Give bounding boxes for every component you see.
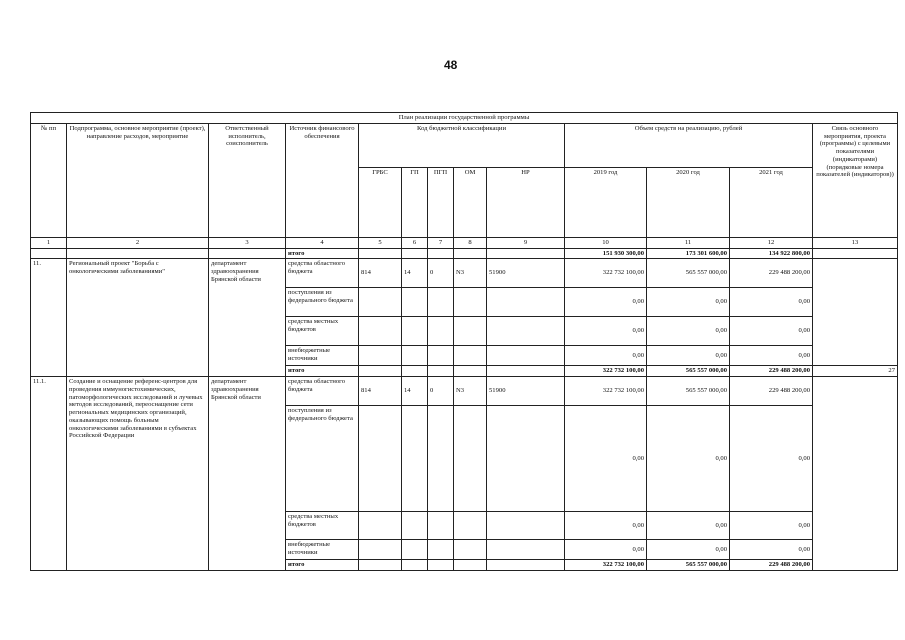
page-number: 48 — [444, 58, 458, 72]
value-2019: 0,00 — [565, 406, 647, 512]
row-num: 11. — [31, 259, 67, 377]
value-2021: 0,00 — [730, 317, 813, 346]
value-2020: 0,00 — [647, 406, 730, 512]
header-grbs: ГРБС — [359, 167, 402, 237]
row-name: Региональный проект "Борьба с онкологическими заболеваниями" — [67, 259, 209, 377]
header-year-2021: 2021 год — [730, 167, 813, 237]
row-name: Создание и оснащение референс-центров для проведения иммуногистохимических, патоморфологических исследований и лучевых методов исследований, переоснащение сети региональных медицинских организаций, оказывающих помощь больным онкологическими заболеваниями в субъектах Российской Федерации — [67, 377, 209, 571]
row-source: поступления из федерального бюджета — [286, 288, 359, 317]
code-np: 51900 — [487, 259, 565, 288]
value-2021: 0,00 — [730, 512, 813, 540]
row-source: средства местных бюджетов — [286, 317, 359, 346]
value-2020: 0,00 — [647, 288, 730, 317]
header-link: Связь основного мероприятия, проекта (программы) с целевыми показателями (индикаторами) (порядковые номера показателей (индикаторов)) — [813, 123, 898, 237]
row-source: внебюджетные источники — [286, 346, 359, 366]
col-number: 10 — [565, 237, 647, 248]
header-volume: Объем средств на реализацию, рублей — [565, 123, 813, 167]
value-2021: 0,00 — [730, 346, 813, 366]
row-executor: департамент здравоохранения Брянской области — [209, 259, 286, 377]
value-2019: 0,00 — [565, 512, 647, 540]
code-om: N3 — [454, 259, 487, 288]
code-gp: 14 — [402, 259, 428, 288]
col-number: 4 — [286, 237, 359, 248]
value-2019: 322 732 100,00 — [565, 366, 647, 377]
table-row — [31, 259, 898, 288]
table-row — [31, 377, 898, 406]
code-gp: 14 — [402, 377, 428, 406]
row-source: средства местных бюджетов — [286, 512, 359, 540]
value-2020: 565 557 000,00 — [647, 377, 730, 406]
code-pgp: 0 — [428, 259, 454, 288]
value-2020: 565 557 000,00 — [647, 259, 730, 288]
column-number-row — [31, 237, 898, 248]
value-2020: 565 557 000,00 — [647, 560, 730, 571]
row-source: внебюджетные источники — [286, 540, 359, 560]
value-2020: 0,00 — [647, 512, 730, 540]
header-year-2020: 2020 год — [647, 167, 730, 237]
col-number: 13 — [813, 237, 898, 248]
value-2019: 0,00 — [565, 317, 647, 346]
header-np: НР — [487, 167, 565, 237]
value-2019: 0,00 — [565, 346, 647, 366]
code-grbs: 814 — [359, 377, 402, 406]
col-number: 3 — [209, 237, 286, 248]
value-2020: 0,00 — [647, 540, 730, 560]
value-2021: 0,00 — [730, 288, 813, 317]
code-np: 51900 — [487, 377, 565, 406]
row-executor: департамент здравоохранения Брянской области — [209, 377, 286, 571]
value-2020: 565 557 000,00 — [647, 366, 730, 377]
value-2020: 0,00 — [647, 317, 730, 346]
header-om: ОМ — [454, 167, 487, 237]
program-plan-table — [30, 112, 898, 571]
header-gp: ГП — [402, 167, 428, 237]
top-total-row — [31, 248, 898, 259]
value-2021: 229 488 200,00 — [730, 377, 813, 406]
value-2021: 229 488 200,00 — [730, 366, 813, 377]
table-title: План реализации государственной программы — [31, 113, 898, 124]
header-bk-code: Код бюджетной классификации — [359, 123, 565, 167]
value-2021: 0,00 — [730, 540, 813, 560]
total-2021: 134 922 800,00 — [730, 248, 813, 259]
total-label: итого — [286, 248, 359, 259]
header-subprogram: Подпрограмма, основное мероприятие (проект), направление расходов, мероприятие — [67, 123, 209, 237]
indicator-link: 27 — [813, 366, 898, 377]
row-source: средства областного бюджета — [286, 377, 359, 406]
col-number: 2 — [67, 237, 209, 248]
value-2021: 0,00 — [730, 406, 813, 512]
col-number: 1 — [31, 237, 67, 248]
col-number: 12 — [730, 237, 813, 248]
col-number: 6 — [402, 237, 428, 248]
col-number: 7 — [428, 237, 454, 248]
value-2019: 322 732 100,00 — [565, 377, 647, 406]
value-2019: 322 732 100,00 — [565, 259, 647, 288]
row-num: 11.1. — [31, 377, 67, 571]
value-2020: 0,00 — [647, 346, 730, 366]
col-number: 11 — [647, 237, 730, 248]
header-sources: Источник финансового обеспечения — [286, 123, 359, 237]
row-source: поступления из федерального бюджета — [286, 406, 359, 512]
value-2019: 322 732 100,00 — [565, 560, 647, 571]
code-pgp: 0 — [428, 377, 454, 406]
row-source: итого — [286, 366, 359, 377]
header-pgp: ПГП — [428, 167, 454, 237]
col-number: 5 — [359, 237, 402, 248]
header-year-2019: 2019 год — [565, 167, 647, 237]
code-grbs: 814 — [359, 259, 402, 288]
value-2021: 229 488 200,00 — [730, 259, 813, 288]
col-number: 9 — [487, 237, 565, 248]
header-num: № пп — [31, 123, 67, 237]
code-om: N3 — [454, 377, 487, 406]
value-2019: 0,00 — [565, 540, 647, 560]
value-2019: 0,00 — [565, 288, 647, 317]
row-source: средства областного бюджета — [286, 259, 359, 288]
header-executor: Ответственный исполнитель, соисполнитель — [209, 123, 286, 237]
row-source: итого — [286, 560, 359, 571]
total-2019: 151 930 300,00 — [565, 248, 647, 259]
col-number: 8 — [454, 237, 487, 248]
value-2021: 229 488 200,00 — [730, 560, 813, 571]
total-2020: 173 301 600,00 — [647, 248, 730, 259]
